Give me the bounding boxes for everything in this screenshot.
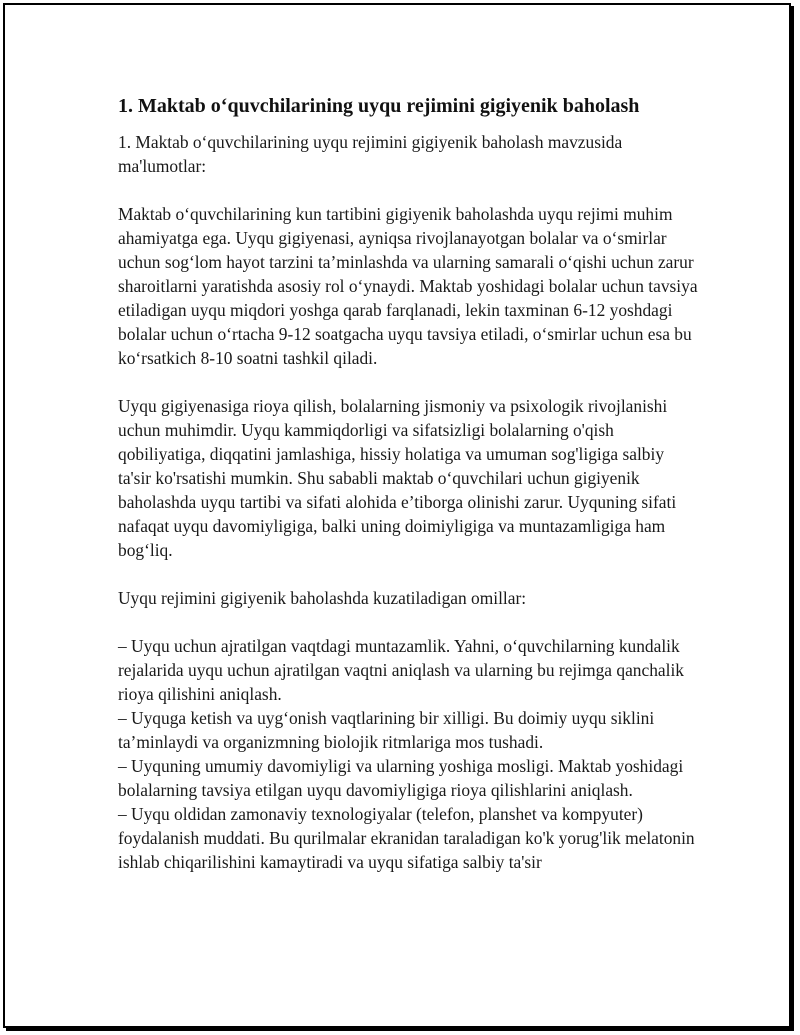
factors-heading: Uyqu rejimini gigiyenik baholashda kuzatiladigan omillar: <box>118 588 527 608</box>
intro-paragraph: 1. Maktab o‘quvchilarining uyqu rejimini gigiyenik baholash mavzusida ma'lumotlar: <box>118 132 623 176</box>
list-item: – Uyquga ketish va uyg‘onish vaqtlarining bir xilligi. Bu doimiy uyqu siklini ta’minlaydi va organizmning biolojik ritmlariga mos tushadi. <box>118 708 655 752</box>
factors-list <box>118 634 698 874</box>
body-paragraph-1: Maktab o‘quvchilarining kun tartibini gigiyenik baholashda uyqu rejimi muhim ahamiyatga ega. Uyqu gigiyenasi, ayniqsa rivojlanayotgan bolalar va o‘smirlar uchun sog‘lom hayot tarzini ta’minlashda va ularning samarali o‘qishi uchun zarur sharoitlarni yaratishda asosiy rol o‘ynaydi. Maktab yoshidagi bolalar uchun tavsiya etiladigan uyqu miqdori yoshga qarab farqlanadi, lekin taxminan 6-12 yoshdagi bolalar uchun o‘rtacha 9-12 soatgacha uyqu tavsiya etiladi, o‘smirlar uchun esa bu ko‘rsatkich 8-10 soatni tashkil qiladi. <box>118 204 698 368</box>
list-item: – Uyqu uchun ajratilgan vaqtdagi muntazamlik. Yahni, o‘quvchilarning kundalik rejalarida uyqu uchun ajratilgan vaqtni aniqlash va ularning bu rejimga qanchalik rioya qilishini aniqlash. <box>118 636 684 704</box>
body-paragraph-2: Uyqu gigiyenasiga rioya qilish, bolalarning jismoniy va psixologik rivojlanishi uchun muhimdir. Uyqu kammiqdorligi va sifatsizligi bolalarning o'qish qobiliyatiga, diqqatini jamlashiga, hissiy holatiga va umuman sog'ligiga salbiy ta'sir ko'rsatishi mumkin. Shu sababli maktab o‘quvchilari uchun gigiyenik baholashda uyqu tartibi va sifati alohida e’tiborga olinishi zarur. Uyquning sifati nafaqat uyqu davomiyligiga, balki uning doimiyligiga va muntazamligiga ham bog‘liq. <box>118 396 677 560</box>
list-item: – Uyquning umumiy davomiyligi va ularning yoshiga mosligi. Maktab yoshidagi bolalarning tavsiya etilgan uyqu davomiyligiga rioya qilishlarini aniqlash. <box>118 756 684 800</box>
document-title: 1. Maktab o‘quvchilarining uyqu rejimini gigiyenik baholash <box>118 95 640 117</box>
list-item: – Uyqu oldidan zamonaviy texnologiyalar (telefon, planshet va kompyuter) foydalanish muddati. Bu qurilmalar ekranidan taraladigan ko'k yorug'lik melatonin ishlab chiqarilishini kamaytiradi va uyqu sifatiga salbiy ta'sir <box>118 804 695 872</box>
document-body <box>118 92 698 874</box>
